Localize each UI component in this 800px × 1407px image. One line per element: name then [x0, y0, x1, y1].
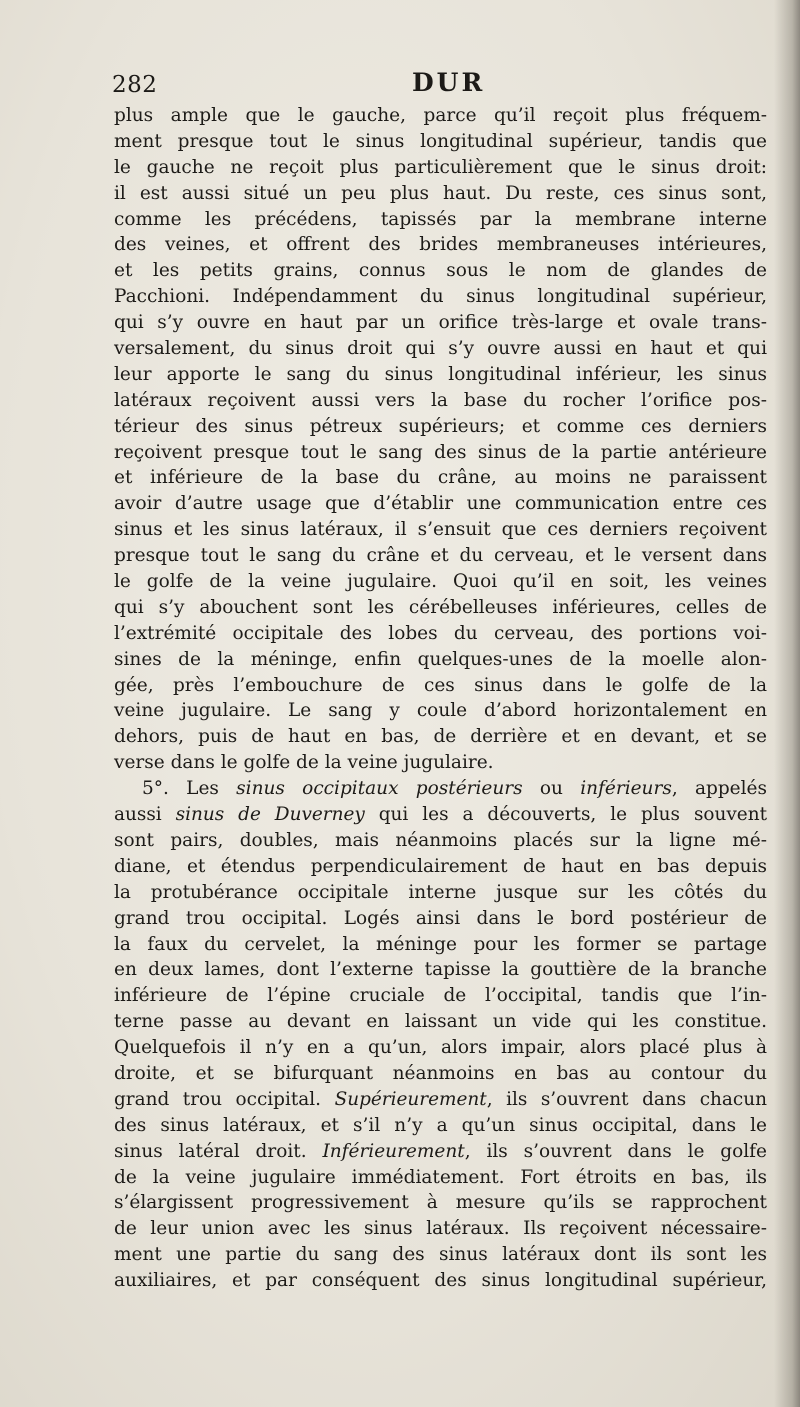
text-run: qui les a découverts, le plus souvent	[364, 804, 767, 826]
page-header	[112, 64, 767, 104]
text-line: versalement, du sinus droit qui s’y ouvre aussi en haut et qui	[114, 338, 767, 360]
text-line: l’extrémité occipitale des lobes du cerveau, des portions voi-	[114, 622, 767, 644]
text-line: qui s’y ouvre en haut par un orifice très-large et ovale trans-	[114, 312, 767, 334]
text-line: latéraux reçoivent aussi vers la base du rocher l’orifice pos-	[114, 389, 767, 411]
text-line: grand trou occipital. Logés ainsi dans le bord postérieur de	[114, 907, 767, 929]
text-line	[114, 802, 767, 828]
text-line: des veines, et offrent des brides membraneuses intérieures,	[114, 234, 767, 256]
text-line	[114, 1087, 767, 1113]
italic-term: sinus de Duverney	[175, 804, 365, 826]
text-line: droite, et se bifurquant néanmoins en bas au contour du	[114, 1062, 767, 1084]
text-line: qui s’y abouchent sont les cérébelleuses inférieures, celles de	[114, 596, 767, 618]
italic-term: Supérieurement	[334, 1088, 487, 1110]
text-line: verse dans le golfe de la veine jugulaire.	[114, 752, 494, 774]
italic-term: inférieurs	[580, 778, 672, 800]
text-line: reçoivent presque tout le sang des sinus de la partie antérieure	[114, 441, 767, 463]
italic-term: sinus occipitaux postérieurs	[236, 778, 523, 800]
text-line: leur apporte le sang du sinus longitudinal inférieur, les sinus	[114, 363, 767, 385]
text-line: des sinus latéraux, et s’il n’y a qu’un sinus occipital, dans le	[114, 1114, 767, 1136]
running-head: DUR	[412, 68, 486, 97]
text-line: diane, et étendus perpendiculairement de haut en bas depuis	[114, 855, 767, 877]
text-line: le golfe de la veine jugulaire. Quoi qu’il en soit, les veines	[114, 571, 767, 593]
text-line: en deux lames, dont l’externe tapisse la gouttière de la branche	[114, 959, 767, 981]
text-line: il est aussi situé un peu plus haut. Du reste, ces sinus sont,	[114, 182, 767, 204]
text-line: terne passe au devant en laissant un vide qui les constitue.	[114, 1011, 767, 1033]
text-line: la protubérance occipitale interne jusque sur les côtés du	[114, 881, 767, 903]
text-line: ment une partie du sang des sinus latéraux dont ils sont les	[114, 1244, 767, 1266]
text-line: térieur des sinus pétreux supérieurs; et comme ces derniers	[114, 415, 767, 437]
text-line: la faux du cervelet, la méninge pour les former se partage	[114, 933, 767, 955]
text-line: le gauche ne reçoit plus particulièrement que le sinus droit:	[114, 156, 767, 178]
text-line: et inférieure de la base du crâne, au moins ne paraissent	[114, 467, 767, 489]
text-run: ou	[522, 778, 581, 800]
text-line: sinus et les sinus latéraux, il s’ensuit que ces derniers reçoivent	[114, 519, 767, 541]
text-line: et les petits grains, connus sous le nom de glandes de	[114, 260, 767, 282]
text-line: comme les précédens, tapissés par la membrane interne	[114, 208, 767, 230]
text-run: aussi	[114, 804, 176, 826]
text-run: , ils s’ouvrent dans chacun	[486, 1088, 768, 1110]
text-line: gée, près l’embouchure de ces sinus dans le golfe de la	[114, 674, 767, 696]
text-line: presque tout le sang du crâne et du cerveau, et le versent dans	[114, 545, 767, 567]
paragraph-start-line	[114, 776, 767, 802]
page-number: 282	[112, 72, 158, 98]
text-line: sines de la méninge, enfin quelques-unes de la moelle alon-	[114, 648, 767, 670]
text-line: sont pairs, doubles, mais néanmoins placés sur la ligne mé-	[114, 829, 767, 851]
italic-term: Inférieurement	[322, 1140, 465, 1162]
text-line: Quelquefois il n’y en a qu’un, alors impair, alors placé plus à	[114, 1037, 767, 1059]
text-line: dehors, puis de haut en bas, de derrière et en devant, et se	[114, 726, 767, 748]
text-line: avoir d’autre usage que d’établir une communication entre ces	[114, 493, 767, 515]
text-line: de la veine jugulaire immédiatement. Fort étroits en bas, ils	[114, 1166, 767, 1188]
text-run: grand trou occipital.	[114, 1088, 335, 1110]
text-line: ment presque tout le sinus longitudinal supérieur, tandis que	[114, 130, 767, 152]
text-run: , appelés	[671, 778, 767, 800]
text-run: , ils s’ouvrent dans le golfe	[464, 1140, 767, 1162]
text-line: auxiliaires, et par conséquent des sinus longitudinal supérieur,	[114, 1270, 767, 1292]
text-line: s’élargissent progressivement à mesure qu’ils se rapprochent	[114, 1192, 767, 1214]
text-line: de leur union avec les sinus latéraux. Ils reçoivent nécessaire-	[114, 1218, 767, 1240]
text-line: inférieure de l’épine cruciale de l’occipital, tandis que l’in-	[114, 985, 767, 1007]
text-line: Pacchioni. Indépendamment du sinus longitudinal supérieur,	[114, 286, 767, 308]
text-line: plus ample que le gauche, parce qu’il reçoit plus fréquem-	[114, 105, 767, 126]
text-run: 5°. Les	[142, 778, 237, 800]
text-line	[114, 1139, 767, 1165]
page-edge-shadow	[774, 0, 800, 1407]
body-text	[114, 103, 767, 1294]
text-line: veine jugulaire. Le sang y coule d’abord horizontalement en	[114, 700, 767, 722]
text-run: sinus latéral droit.	[114, 1140, 323, 1162]
